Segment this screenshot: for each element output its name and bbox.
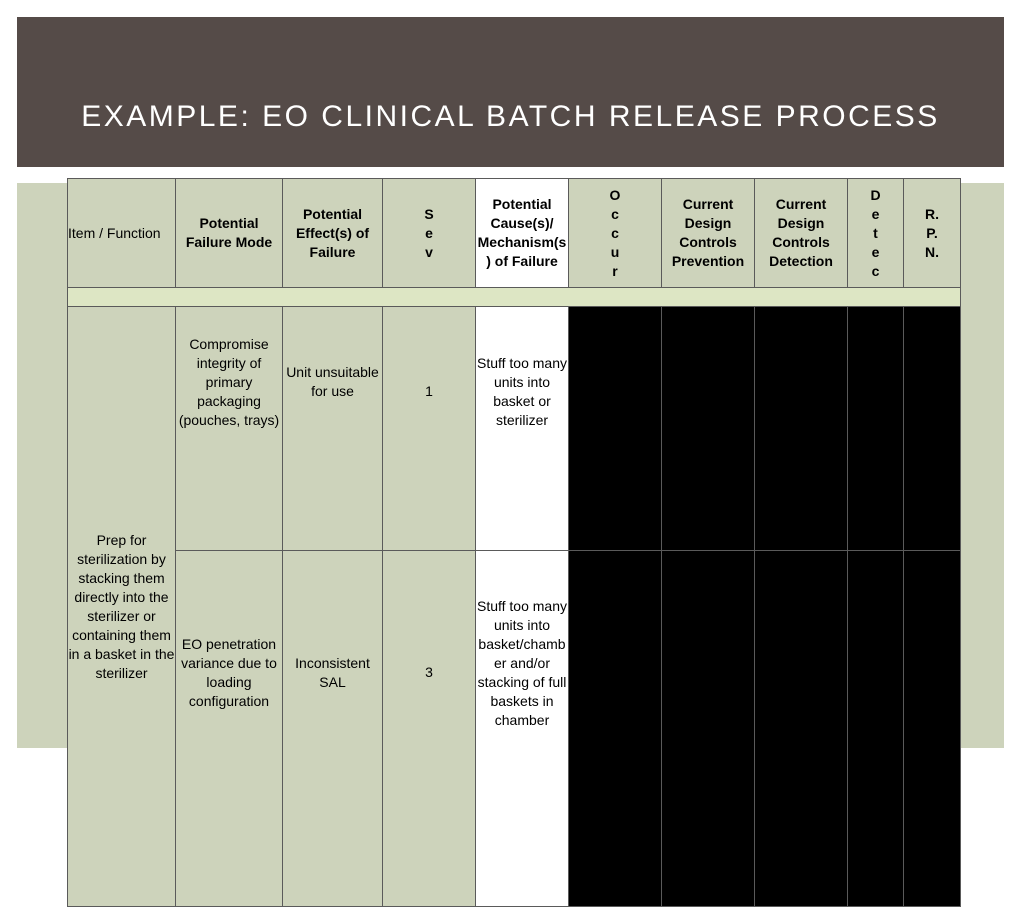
header-detection: Current Design Controls Detection [755, 179, 848, 288]
detec-cell [848, 307, 904, 551]
occur-cell [569, 551, 662, 907]
header-failure-mode: Potential Failure Mode [176, 179, 283, 288]
detec-cell [848, 551, 904, 907]
header-sev: S e v [383, 179, 476, 288]
header-prevention: Current Design Controls Prevention [662, 179, 755, 288]
detection-cell [755, 307, 848, 551]
sev-cell: 3 [383, 551, 476, 907]
separator-cell [68, 288, 961, 307]
cause-cell: Stuff too many units into basket or sterilizer [476, 307, 569, 551]
item-function-cell: Prep for sterilization by stacking them directly into the sterilizer or containing them in a basket in the sterilizer [68, 307, 176, 907]
effect-cell: Inconsistent SAL [283, 551, 383, 907]
table-row [68, 551, 961, 907]
sev-cell: 1 [383, 307, 476, 551]
failure-mode-cell: EO penetration variance due to loading configuration [176, 551, 283, 907]
detection-cell [755, 551, 848, 907]
table-row [68, 307, 961, 551]
header-occur: O c c u r [569, 179, 662, 288]
slide-title: EXAMPLE: EO CLINICAL BATCH RELEASE PROCESS [81, 100, 940, 133]
header-rpn: R. P. N. [904, 179, 961, 288]
header-detec: D e t e c [848, 179, 904, 288]
separator-row [68, 288, 961, 307]
table-header-row [68, 179, 961, 288]
prevention-cell [662, 551, 755, 907]
header-effects: Potential Effect(s) of Failure [283, 179, 383, 288]
occur-cell [569, 307, 662, 551]
rpn-cell [904, 551, 961, 907]
header-causes: Potential Cause(s)/ Mechanism(s) of Failure [476, 179, 569, 288]
cause-cell: Stuff too many units into basket/chamber and/or stacking of full baskets in chamber [476, 551, 569, 907]
fmea-table [67, 178, 961, 907]
effect-cell: Unit unsuitable for use [283, 307, 383, 551]
rpn-cell [904, 307, 961, 551]
failure-mode-cell: Compromise integrity of primary packaging (pouches, trays) [176, 307, 283, 551]
slide-header [17, 17, 1004, 167]
header-item-function: Item / Function [68, 179, 176, 288]
prevention-cell [662, 307, 755, 551]
